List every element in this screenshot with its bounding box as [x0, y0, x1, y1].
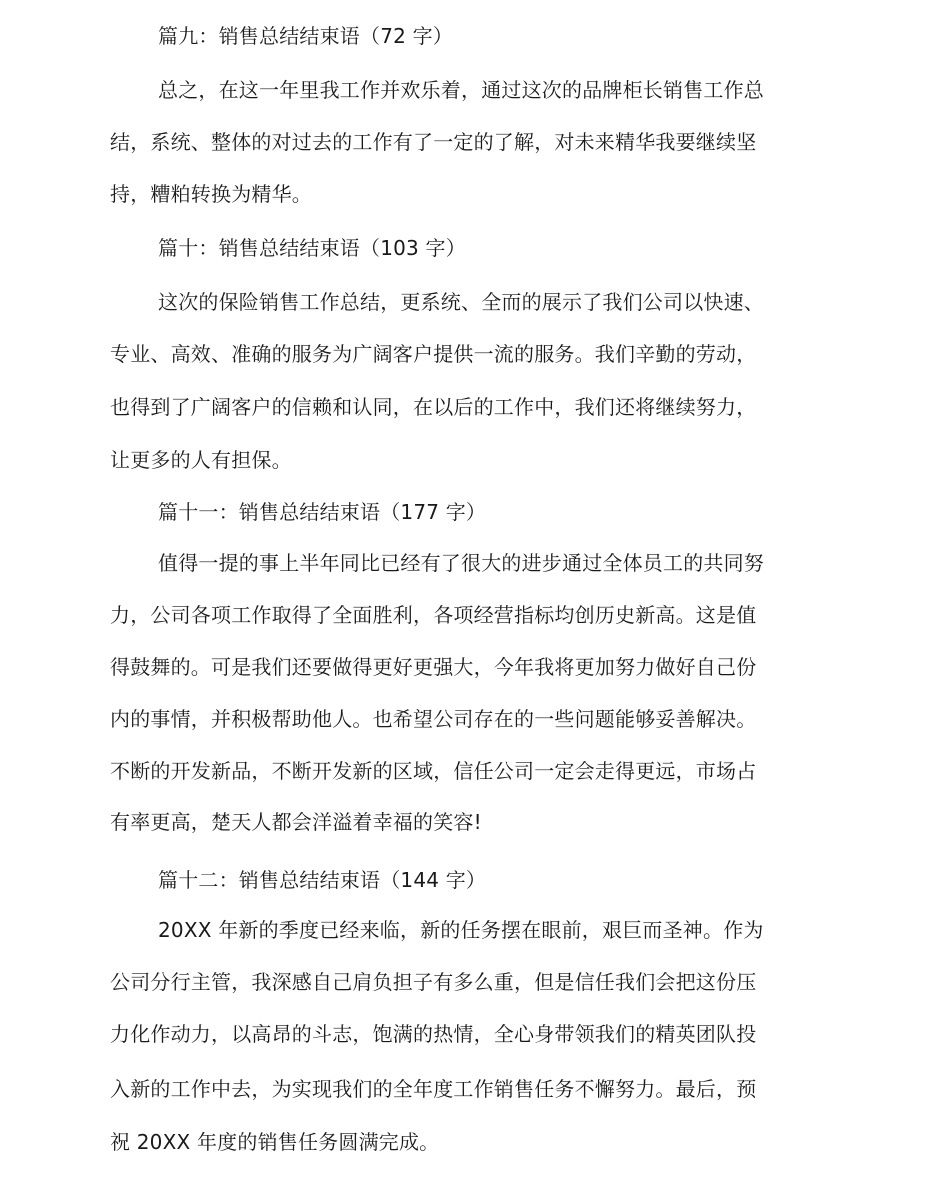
paragraph-line: 公司分行主管，我深感自己肩负担子有多么重，但是信任我们会把这份压	[110, 970, 757, 994]
section-heading: 篇十：销售总结结束语（103 字）	[158, 236, 466, 260]
paragraph-line: 总之，在这一年里我工作并欢乐着，通过这次的品牌柜长销售工作总	[158, 78, 764, 102]
paragraph-line: 内的事情，并积极帮助他人。也希望公司存在的一些问题能够妥善解决。	[110, 707, 757, 731]
paragraph-line: 有率更高，楚天人都会洋溢着幸福的笑容!	[110, 810, 482, 834]
paragraph-line: 祝 20XX 年度的销售任务圆满完成。	[110, 1130, 440, 1154]
section-heading: 篇九：销售总结结束语（72 字）	[158, 24, 454, 48]
paragraph-line: 力化作动力，以高昂的斗志，饱满的热情，全心身带领我们的精英团队投	[110, 1022, 757, 1046]
paragraph-line: 力，公司各项工作取得了全面胜利，各项经营指标均创历史新高。这是值	[110, 603, 757, 627]
paragraph-line: 也得到了广阔客户的信赖和认同，在以后的工作中，我们还将继续努力，	[110, 395, 757, 419]
paragraph-line: 专业、高效、准确的服务为广阔客户提供一流的服务。我们辛勤的劳动，	[110, 342, 757, 366]
paragraph-line: 让更多的人有担保。	[110, 448, 292, 472]
paragraph-line: 20XX 年新的季度已经来临，新的任务摆在眼前，艰巨而圣神。作为	[158, 918, 764, 942]
paragraph-line: 值得一提的事上半年同比已经有了很大的进步通过全体员工的共同努	[158, 551, 764, 575]
section-heading: 篇十一：销售总结结束语（177 字）	[158, 500, 487, 524]
paragraph-line: 结，系统、整体的对过去的工作有了一定的了解，对未来精华我要继续坚	[110, 130, 757, 154]
paragraph-line: 持，糟粕转换为精华。	[110, 182, 312, 206]
paragraph-line: 得鼓舞的。可是我们还要做得更好更强大，今年我将更加努力做好自己份	[110, 655, 757, 679]
paragraph-line: 不断的开发新品，不断开发新的区域，信任公司一定会走得更远，市场占	[110, 759, 757, 783]
paragraph-line: 入新的工作中去，为实现我们的全年度工作销售任务不懈努力。最后，预	[110, 1077, 757, 1101]
paragraph-line: 这次的保险销售工作总结，更系统、全而的展示了我们公司以快速、	[158, 290, 764, 314]
section-heading: 篇十二：销售总结结束语（144 字）	[158, 868, 487, 892]
